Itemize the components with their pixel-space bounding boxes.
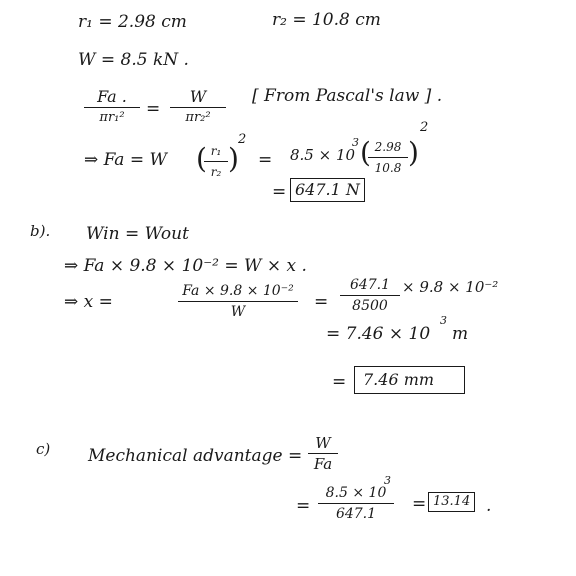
given-r1: r₁ = 2.98 cm xyxy=(78,12,187,32)
part-b-label: b). xyxy=(30,222,51,240)
x-scientific-value: = 7.46 × 10 xyxy=(326,324,431,344)
x-unit: m xyxy=(452,324,469,344)
ma-value-exponent: 3 xyxy=(384,474,391,487)
step1-weight-value: 8.5 × 10 xyxy=(290,146,356,164)
ratio-lhs-numerator: Fa . xyxy=(97,87,127,106)
x-formula-numerator: Fa × 9.8 × 10⁻² xyxy=(182,283,294,299)
mechanical-advantage-label: Mechanical advantage = xyxy=(88,446,303,466)
diameter-ratio-fraction xyxy=(368,138,408,177)
ratio-rhs-fraction xyxy=(170,88,226,127)
x-value-multiplier: × 9.8 × 10⁻² xyxy=(402,278,499,296)
part-b-result-equals: = xyxy=(332,372,347,392)
ratio-rhs-numerator: W xyxy=(189,87,207,106)
ma-value-numerator: 8.5 × 10 xyxy=(325,485,387,501)
ma-value-fraction xyxy=(318,484,394,523)
ratio-lhs-denominator: πr₁² xyxy=(99,110,125,125)
radius-ratio-fraction xyxy=(204,142,228,181)
open-paren: ( xyxy=(196,142,207,175)
x-value-equals: = xyxy=(314,292,329,312)
x-value-denominator: 8500 xyxy=(352,298,388,314)
step1-equals: = xyxy=(258,150,273,170)
ma-formula-numerator: W xyxy=(315,434,331,452)
step1-weight-exponent: 3 xyxy=(352,136,359,149)
ratio-lhs-fraction xyxy=(84,88,140,127)
pascal-law-note: [ From Pascal's law ] . xyxy=(252,86,443,106)
work-balance: Win = Wout xyxy=(86,224,189,244)
ratio-rhs-denominator: πr₂² xyxy=(185,110,211,125)
close-paren: ) xyxy=(228,142,239,175)
diameter-ratio-numerator: 2.98 xyxy=(374,140,402,154)
close-paren-2: ) xyxy=(408,136,419,169)
diameter-ratio-exponent: 2 xyxy=(420,120,429,135)
part-a-result-equals: = xyxy=(272,182,287,202)
x-formula-fraction xyxy=(178,282,298,321)
radius-ratio-exponent: 2 xyxy=(238,132,247,147)
radius-ratio-numerator: r₁ xyxy=(210,144,222,158)
part-b-result-box: 7.46 mm xyxy=(354,366,465,394)
x-value-numerator: 647.1 xyxy=(349,277,391,293)
ma-result-equals: = xyxy=(412,494,427,514)
diameter-ratio-denominator: 10.8 xyxy=(374,161,402,175)
x-value-fraction xyxy=(340,276,400,315)
x-scientific-exponent: 3 xyxy=(440,314,447,327)
given-r2: r₂ = 10.8 cm xyxy=(272,10,381,30)
given-weight: W = 8.5 kN . xyxy=(78,50,189,70)
ma-formula-fraction xyxy=(308,434,338,473)
ma-formula-denominator: Fa xyxy=(313,455,333,473)
open-paren-2: ( xyxy=(360,136,371,169)
radius-ratio-denominator: r₂ xyxy=(210,165,222,179)
force-distance-equation: ⇒ Fa × 9.8 × 10⁻² = W × x . xyxy=(64,256,307,276)
ma-result-box: 13.14 xyxy=(428,492,475,512)
ma-value-denominator: 647.1 xyxy=(335,506,377,522)
ma-value-equals: = xyxy=(296,496,311,516)
ma-trailing-dot: . xyxy=(486,496,492,516)
part-c-label: c) xyxy=(36,440,51,458)
part-a-result-box: 647.1 N xyxy=(290,178,365,202)
ratio-equals: = xyxy=(146,99,161,119)
fa-expression: ⇒ Fa = W xyxy=(84,150,167,170)
x-equals: ⇒ x = xyxy=(64,292,113,312)
x-formula-denominator: W xyxy=(230,304,246,320)
